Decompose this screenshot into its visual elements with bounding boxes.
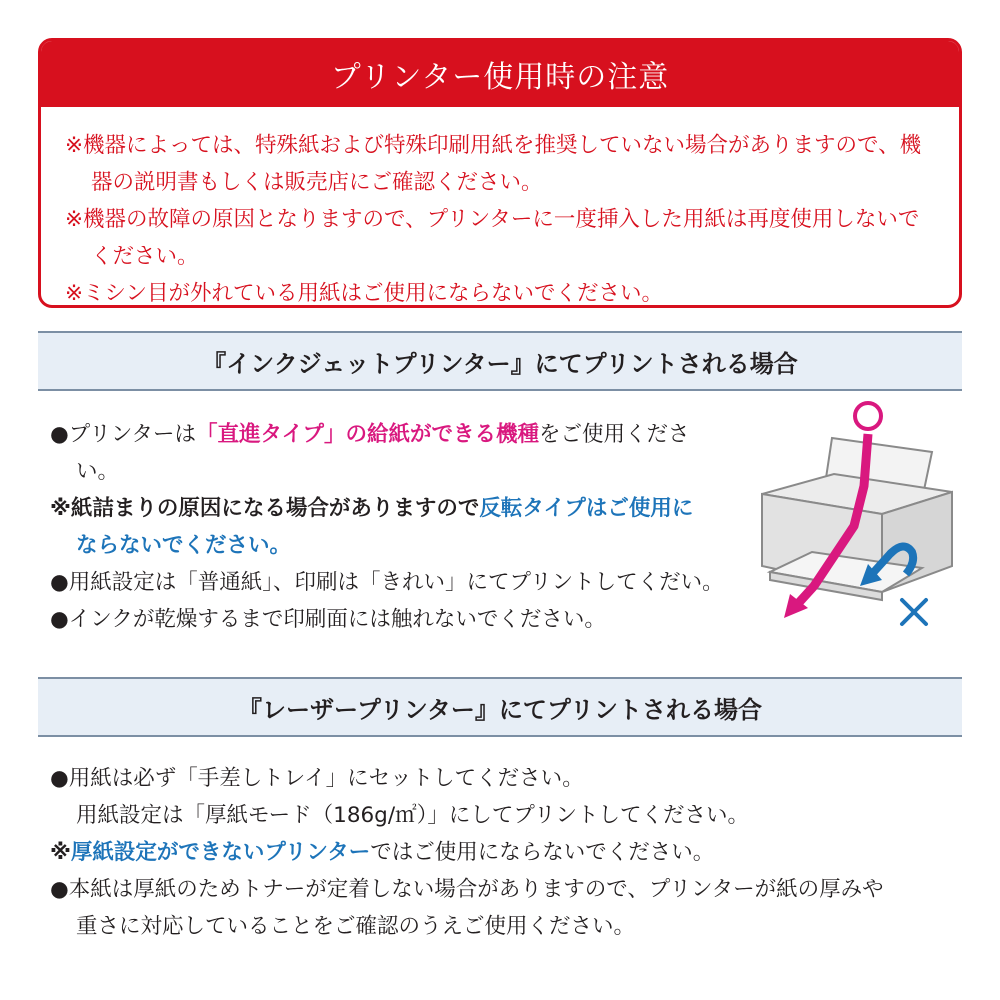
inkjet-line-6: ●インクが乾燥するまで印刷面には触れないでください。 <box>50 607 606 632</box>
laser-line-3-a: ※ <box>50 840 71 865</box>
caution-list <box>41 107 959 308</box>
laser-section-header: 『レーザープリンター』にてプリントされる場合 <box>38 677 962 737</box>
laser-line-3-c: ではご使用にならないでください。 <box>370 840 715 865</box>
reverse-type-warning: 反転タイプはご使用に <box>479 496 694 521</box>
caution-item: ※機器によっては、特殊紙および特殊印刷用紙を推奨していない場合がありますので、機器の説明書もしくは販売店にご確認ください。 <box>65 133 922 195</box>
thick-paper-warning: 厚紙設定ができないプリンター <box>70 840 371 865</box>
caution-title: プリンター使用時の注意 <box>41 41 959 107</box>
inkjet-line-3-a: ※紙詰まりの原因になる場合がありますので <box>50 496 480 521</box>
inkjet-section-header: 『インクジェットプリンター』にてプリントされる場合 <box>38 331 962 391</box>
laser-line-2: 用紙設定は「厚紙モード（186g/㎡）」にしてプリントしてください。 <box>76 803 749 828</box>
inkjet-instructions <box>50 416 760 638</box>
caution-item: ※機器の故障の原因となりますので、プリンターに一度挿入した用紙は再度使用しないでください。 <box>65 207 920 269</box>
inkjet-line-3 <box>50 490 760 527</box>
caution-box <box>38 38 962 308</box>
printer-illustration <box>752 396 972 636</box>
inkjet-line-1-c: をご使用くださ <box>538 422 690 447</box>
laser-line-3 <box>50 834 970 871</box>
laser-line-4: ●本紙は厚紙のためトナーが定着しない場合がありますので、プリンターが紙の厚みや <box>50 877 884 902</box>
inkjet-line-1 <box>50 416 760 453</box>
inkjet-line-5: ●用紙設定は「普通紙」、印刷は「きれい」にてプリントしてくだい。 <box>50 570 724 595</box>
laser-instructions <box>50 760 970 945</box>
laser-line-1: ●用紙は必ず「手差しトレイ」にセットしてください。 <box>50 766 584 791</box>
laser-line-5: 重さに対応していることをご確認のうえご使用ください。 <box>76 914 636 939</box>
inkjet-line-2: い。 <box>76 459 120 484</box>
caution-item: ※ミシン目が外れている用紙はご使用にならないでください。 <box>65 281 663 306</box>
inkjet-line-4: ならないでください。 <box>76 533 292 558</box>
straight-feed-highlight: 「直進タイプ」の給紙ができる機種 <box>196 422 539 447</box>
cross-ng-icon <box>902 600 926 624</box>
inkjet-line-1-a: ●プリンターは <box>50 422 197 447</box>
circle-ok-icon <box>855 403 881 429</box>
